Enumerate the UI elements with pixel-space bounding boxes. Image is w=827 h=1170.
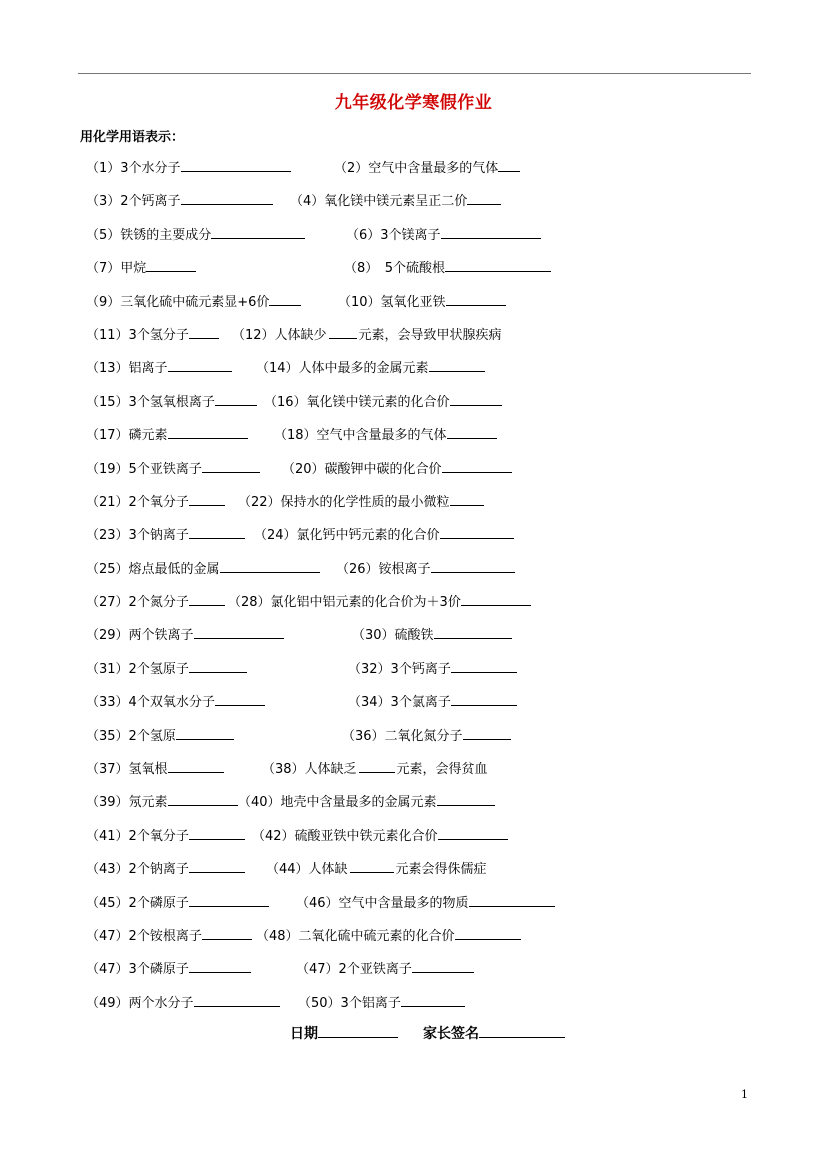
answer-blank: [215, 391, 257, 406]
exercise-prompt: （28）氯化铝中铝元素的化合价为＋3价: [228, 595, 461, 611]
answer-blank: [469, 892, 555, 907]
exercise-item: [86, 958, 251, 980]
exercise-prompt: （48）二氧化硫中硫元素的化合价: [256, 928, 455, 944]
exercise-item: [86, 424, 248, 446]
exercise-item: [352, 624, 512, 646]
answer-blank: [168, 424, 248, 439]
exercise-item: [86, 224, 305, 246]
exercise-row: [86, 324, 766, 357]
answer-blank: [441, 224, 541, 239]
exercise-prompt: （8） 5个硫酸根: [344, 261, 446, 277]
exercise-row: [86, 758, 766, 791]
exercise-prompt: （6）3个镁离子: [346, 227, 441, 243]
answer-blank: [350, 858, 394, 873]
parent-signature-label: 家长签名: [423, 1026, 479, 1042]
page-number: 1: [741, 1088, 748, 1101]
exercise-item: [86, 624, 284, 646]
exercise-prompt: （25）熔点最低的金属: [86, 561, 220, 577]
answer-blank: [194, 624, 284, 639]
answer-blank: [438, 825, 508, 840]
answer-blank: [451, 658, 517, 673]
exercise-prompt: （33）4个双氧水分子: [86, 695, 215, 711]
answer-blank: [498, 157, 520, 172]
exercise-row: [86, 424, 766, 457]
exercise-item: [336, 558, 515, 580]
exercise-item: [86, 190, 273, 212]
exercise-item: [86, 858, 245, 880]
exercise-item: [296, 892, 555, 914]
exercise-item: [344, 257, 551, 279]
exercise-row: [86, 157, 766, 190]
exercise-item: [86, 391, 257, 413]
exercise-item: [86, 791, 238, 813]
exercise-prompt: （45）2个磷原子: [86, 895, 189, 911]
exercise-item: [86, 491, 225, 513]
answer-blank: [450, 391, 502, 406]
answer-blank: [189, 658, 247, 673]
exercise-prompt: （36）二氧化氮分子: [342, 728, 463, 744]
exercise-item: [238, 491, 484, 513]
exercise-row: [86, 591, 766, 624]
date-label: 日期: [290, 1026, 318, 1042]
exercise-prompt: （17）磷元素: [86, 428, 168, 444]
exercise-prompt: （3）2个钙离子: [86, 194, 181, 210]
exercise-prompt: （12）人体缺少: [232, 327, 327, 343]
exercise-item: [256, 925, 521, 947]
exercise-row: [86, 458, 766, 491]
answer-blank: [431, 558, 515, 573]
answer-blank: [467, 190, 501, 205]
exercise-item: [254, 524, 514, 546]
answer-blank: [451, 691, 517, 706]
answer-blank: [446, 291, 506, 306]
answer-blank: [176, 725, 234, 740]
exercise-prompt: （50）3个铝离子: [298, 995, 401, 1011]
answer-blank: [189, 892, 269, 907]
answer-blank: [181, 190, 273, 205]
exercise-item: [86, 725, 234, 747]
exercise-item: [256, 357, 485, 379]
exercise-item: [290, 190, 501, 212]
exercise-item: [296, 958, 474, 980]
exercise-item: [86, 458, 260, 480]
exercise-row: [86, 892, 766, 925]
exercise-prompt: （37）氢氧根: [86, 762, 168, 778]
answer-blank: [189, 491, 225, 506]
exercise-row: [86, 224, 766, 257]
exercise-prompt: （20）碳酸钾中碳的化合价: [282, 461, 442, 477]
exercise-row: [86, 558, 766, 591]
exercise-prompt: （22）保持水的化学性质的最小微粒: [238, 494, 450, 510]
exercise-item: [86, 324, 219, 346]
exercise-item: [252, 825, 508, 847]
parent-signature-field: [423, 1023, 565, 1043]
exercise-item: [86, 524, 245, 546]
answer-blank: [412, 958, 474, 973]
exercise-row: [86, 825, 766, 858]
exercise-item: [86, 558, 320, 580]
exercise-prompt: （1）3个水分子: [86, 161, 181, 176]
exercise-row: [86, 791, 766, 824]
exercise-item: [86, 257, 196, 279]
exercise-prompt: （32）3个钙离子: [348, 661, 451, 677]
answer-blank: [463, 725, 511, 740]
exercise-item: [232, 324, 502, 346]
answer-blank: [359, 758, 395, 773]
exercise-item: [86, 892, 269, 914]
exercise-item: [334, 157, 520, 179]
answer-blank: [194, 992, 280, 1007]
exercise-prompt: （21）2个氧分子: [86, 494, 189, 510]
exercise-prompt: （18）空气中含量最多的气体: [274, 428, 447, 444]
exercise-prompt: （23）3个钠离子: [86, 528, 189, 544]
exercise-item: [298, 992, 465, 1014]
answer-blank: [202, 925, 252, 940]
answer-blank: [447, 424, 497, 439]
exercise-item: [86, 591, 225, 613]
exercise-row: [86, 257, 766, 290]
answer-blank: [440, 524, 514, 539]
exercise-prompt: （9）三氧化硫中硫元素显+6价: [86, 294, 270, 310]
exercise-prompt: （15）3个氢氧根离子: [86, 394, 215, 410]
exercise-item: [338, 291, 506, 313]
answer-blank: [445, 257, 551, 272]
exercise-item: [86, 825, 245, 847]
exercise-row: [86, 958, 766, 991]
exercise-row: [86, 858, 766, 891]
date-blank: [318, 1023, 398, 1038]
exercise-prompt: （27）2个氮分子: [86, 595, 189, 611]
answer-blank: [434, 624, 512, 639]
exercise-row: [86, 691, 766, 724]
exercise-item: [282, 458, 512, 480]
exercise-prompt: （47）3个磷原子: [86, 962, 189, 978]
exercise-item: [86, 925, 252, 947]
exercise-item: [346, 224, 541, 246]
exercise-prompt: （44）人体缺: [266, 862, 348, 878]
answer-blank: [215, 691, 265, 706]
exercise-prompt: （34）3个氯离子: [348, 695, 451, 711]
answer-blank: [401, 992, 465, 1007]
exercise-prompt: （46）空气中含量最多的物质: [296, 895, 469, 911]
answer-blank: [189, 825, 245, 840]
exercise-prompt: （30）硫酸铁: [352, 628, 434, 644]
exercise-prompt: （29）两个铁离子: [86, 628, 194, 644]
exercise-prompt: （40）地壳中含量最多的金属元素: [238, 795, 437, 811]
exercise-item: [342, 725, 511, 747]
exercise-prompt: （41）2个氧分子: [86, 828, 189, 844]
answer-blank: [329, 324, 357, 339]
exercise-prompt: （7）甲烷: [86, 261, 147, 277]
exercise-prompt: （11）3个氢分子: [86, 327, 189, 343]
exercise-item: [262, 758, 488, 780]
exercise-row: [86, 624, 766, 657]
answer-blank: [202, 458, 260, 473]
exercise-prompt: （13）铝离子: [86, 361, 168, 377]
answer-blank: [168, 357, 232, 372]
exercise-prompt: （24）氯化钙中钙元素的化合价: [254, 528, 440, 544]
header-rule: [78, 73, 751, 74]
exercise-prompt-suffix: 元素会得侏儒症: [395, 862, 487, 878]
exercise-prompt-suffix: 元素，会导致甲状腺疾病: [358, 327, 502, 343]
exercise-row: [86, 190, 766, 223]
exercise-item: [86, 758, 224, 780]
answer-blank: [269, 291, 301, 306]
exercise-item: [348, 691, 517, 713]
answer-blank: [461, 591, 531, 606]
answer-blank: [450, 491, 484, 506]
exercise-item: [264, 391, 502, 413]
date-field: [290, 1023, 398, 1043]
exercise-prompt: （43）2个钠离子: [86, 862, 189, 878]
instruction-heading: 用化学用语表示：: [80, 130, 185, 145]
exercise-item: [86, 658, 247, 680]
exercise-prompt: （16）氧化镁中镁元素的化合价: [264, 394, 450, 410]
exercise-prompt: （2）空气中含量最多的气体: [334, 161, 499, 176]
exercise-row: [86, 658, 766, 691]
answer-blank: [437, 791, 495, 806]
exercise-row: [86, 291, 766, 324]
answer-blank: [220, 558, 320, 573]
exercise-item: [86, 357, 232, 379]
exercise-row: [86, 524, 766, 557]
answer-blank: [189, 958, 251, 973]
exercise-prompt: （49）两个水分子: [86, 995, 194, 1011]
exercise-list: [86, 157, 766, 1025]
exercise-row: [86, 992, 766, 1025]
answer-blank: [189, 858, 245, 873]
exercise-prompt: （4）氧化镁中镁元素呈正二价: [290, 194, 468, 210]
exercise-prompt: （47）2个亚铁离子: [296, 962, 412, 978]
exercise-row: [86, 391, 766, 424]
answer-blank: [442, 458, 512, 473]
exercise-item: [86, 291, 301, 313]
answer-blank: [189, 591, 225, 606]
parent-signature-blank: [479, 1023, 565, 1038]
answer-blank: [211, 224, 305, 239]
exercise-item: [86, 691, 265, 713]
exercise-row: [86, 925, 766, 958]
exercise-prompt: （5）铁锈的主要成分: [86, 227, 212, 243]
answer-blank: [181, 157, 291, 172]
exercise-prompt-suffix: 元素，会得贫血: [396, 762, 488, 778]
exercise-row: [86, 725, 766, 758]
exercise-item: [86, 157, 291, 179]
exercise-prompt: （38）人体缺乏: [262, 762, 357, 778]
answer-blank: [189, 324, 219, 339]
exercise-prompt: （31）2个氢原子: [86, 661, 189, 677]
exercise-row: [86, 357, 766, 390]
exercise-prompt: （42）硫酸亚铁中铁元素化合价: [252, 828, 438, 844]
page-title: 九年级化学寒假作业: [334, 93, 493, 113]
exercise-prompt: （26）铵根离子: [336, 561, 431, 577]
answer-blank: [429, 357, 485, 372]
exercise-row: [86, 491, 766, 524]
exercise-item: [274, 424, 497, 446]
exercise-item: [228, 591, 531, 613]
exercise-item: [348, 658, 517, 680]
exercise-prompt: （39）氖元素: [86, 795, 168, 811]
exercise-item: [238, 791, 495, 813]
answer-blank: [189, 524, 245, 539]
exercise-prompt: （19）5个亚铁离子: [86, 461, 202, 477]
answer-blank: [168, 758, 224, 773]
answer-blank: [146, 257, 196, 272]
exercise-item: [86, 992, 280, 1014]
exercise-prompt: （47）2个铵根离子: [86, 928, 202, 944]
exercise-prompt: （10）氢氧化亚铁: [338, 294, 446, 310]
answer-blank: [455, 925, 521, 940]
exercise-prompt: （14）人体中最多的金属元素: [256, 361, 429, 377]
answer-blank: [168, 791, 238, 806]
exercise-item: [266, 858, 487, 880]
exercise-prompt: （35）2个氢原: [86, 728, 176, 744]
